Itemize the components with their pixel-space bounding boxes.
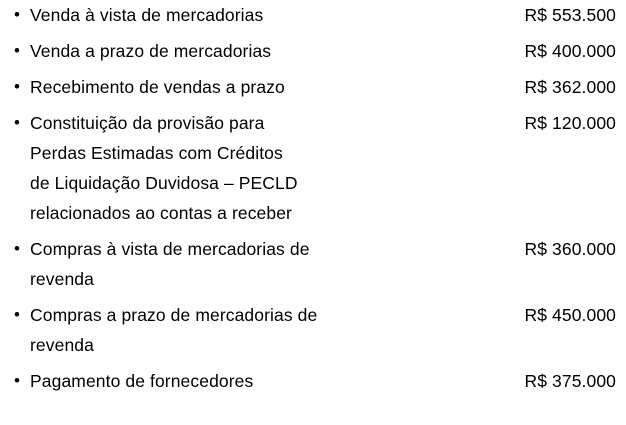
bullet-icon: •: [14, 5, 20, 24]
list-item: [0, 0, 626, 30]
list-item-value: R$ 375.000: [524, 371, 616, 391]
list-item-text: [14, 366, 253, 396]
list-item-label: [30, 108, 298, 228]
list-item-value: R$ 450.000: [524, 305, 616, 325]
list-item-label-line: Perdas Estimadas com Créditos: [30, 143, 283, 163]
list-item-label-line: Venda a prazo de mercadorias: [30, 41, 272, 61]
list-item: [0, 234, 626, 294]
list-item: [0, 72, 626, 102]
list-item-text: [14, 72, 285, 102]
list-item-label: [30, 0, 263, 30]
list-item-value: R$ 360.000: [524, 239, 616, 259]
list-item-value: R$ 362.000: [524, 77, 616, 97]
list-item-label-line: Compras a prazo de mercadorias de: [30, 305, 318, 325]
list-item-value: R$ 553.500: [524, 5, 616, 25]
list-item: [0, 300, 626, 360]
list-item: [0, 366, 626, 396]
list-item-text: [14, 0, 263, 30]
list-item-label-line: Recebimento de vendas a prazo: [30, 77, 285, 97]
list-item-label-line: Pagamento de fornecedores: [30, 371, 254, 391]
list-item-value: R$ 400.000: [524, 41, 616, 61]
list-item-value: R$ 120.000: [524, 113, 616, 133]
list-item-label-line: relacionados ao contas a receber: [30, 203, 292, 223]
bullet-icon: •: [14, 239, 20, 258]
bullet-icon: •: [14, 305, 20, 324]
list-item: [0, 36, 626, 66]
list-item-label-line: revenda: [30, 269, 94, 289]
list-item-text: [14, 234, 310, 294]
list-item-label: [30, 366, 253, 396]
bullet-icon: •: [14, 371, 20, 390]
bullet-icon: •: [14, 77, 20, 96]
bullet-icon: •: [14, 113, 20, 132]
list-item-text: [14, 36, 271, 66]
list-item-text: [14, 300, 317, 360]
list-item-label-line: Venda à vista de mercadorias: [30, 5, 264, 25]
list-item-text: [14, 108, 298, 228]
list-item-label-line: revenda: [30, 335, 94, 355]
list-item-label-line: Compras à vista de mercadorias de: [30, 239, 310, 259]
list-item-label: [30, 300, 317, 360]
bullet-icon: •: [14, 41, 20, 60]
list-item: [0, 108, 626, 228]
list-item-label-line: Constituição da provisão para: [30, 113, 265, 133]
list-item-label: [30, 234, 310, 294]
list-item-label: [30, 72, 285, 102]
list-item-label-line: de Liquidação Duvidosa – PECLD: [30, 173, 298, 193]
list-item-label: [30, 36, 271, 66]
